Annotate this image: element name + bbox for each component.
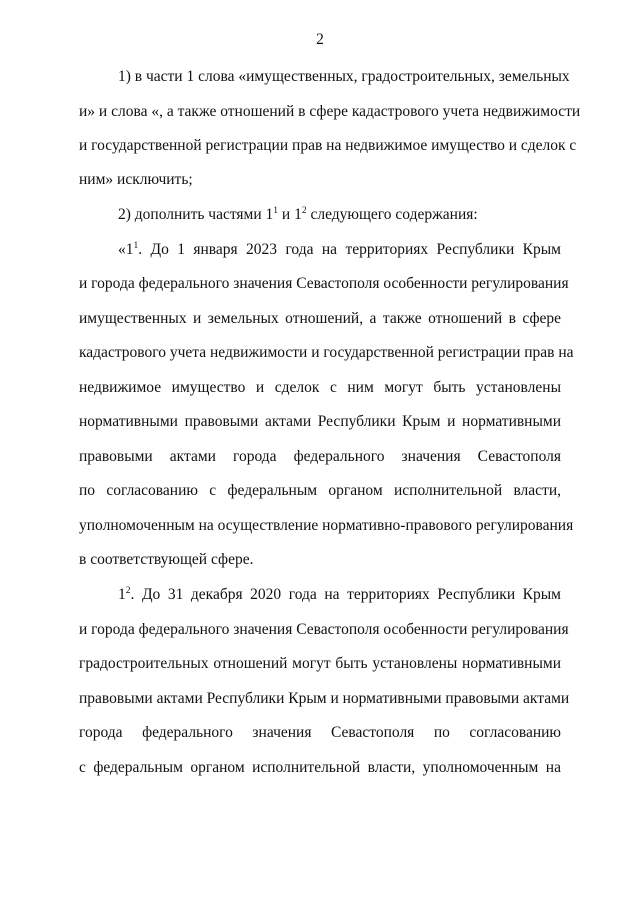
superscript: 2 (125, 585, 131, 596)
superscript: 1 (273, 205, 279, 216)
text-line: уполномоченным на осуществление нормативно-правового регулирования (79, 517, 574, 534)
text-line: и города федерального значения Севастополя особенности регулирования (79, 621, 569, 638)
text-line: и» и слова «, а также отношений в сфере кадастрового учета недвижимости (79, 103, 581, 120)
text-line: города федерального значения Севастополя по согласованию (79, 724, 561, 741)
text-line: 1) в части 1 слова «имущественных, градостроительных, земельных (118, 68, 570, 85)
text-line: кадастрового учета недвижимости и государственной регистрации прав на (79, 344, 574, 361)
text-line: и государственной регистрации прав на недвижимое имущество и сделок с (79, 137, 577, 154)
text-fragment: 2) дополнить частями 1 (118, 206, 274, 223)
text-line: правовыми актами города федерального значения Севастополя (79, 448, 561, 465)
text-line: градостроительных отношений могут быть установлены нормативными (79, 655, 561, 672)
text-line: ним» исключить; (79, 171, 193, 188)
text-fragment: . До 1 января 2023 года на территориях Республики Крым (138, 241, 561, 258)
text-line (118, 240, 561, 260)
text-line: и города федерального значения Севастополя особенности регулирования (79, 275, 569, 292)
text-fragment: «1 (118, 241, 134, 258)
text-line: имущественных и земельных отношений, а также отношений в сфере (79, 310, 561, 327)
text-line: в соответствующей сфере. (79, 551, 254, 568)
text-fragment: и 1 (278, 206, 302, 223)
superscript: 2 (301, 205, 307, 216)
text-line: нормативными правовыми актами Республики Крым и нормативными (79, 413, 561, 430)
text-fragment: 1 (118, 586, 126, 603)
text-line (118, 205, 561, 225)
text-fragment: следующего содержания: (306, 206, 478, 223)
text-line: правовыми актами Республики Крым и нормативными правовыми актами (79, 690, 570, 707)
page-number: 2 (316, 31, 324, 48)
text-line: с федеральным органом исполнительной власти, уполномоченным на (79, 759, 561, 776)
text-line: недвижимое имущество и сделок с ним могут быть установлены (79, 379, 561, 396)
text-fragment: . До 31 декабря 2020 года на территориях Республики Крым (130, 586, 561, 603)
text-line: по согласованию с федеральным органом исполнительной власти, (79, 482, 561, 499)
text-line (118, 585, 561, 605)
superscript: 1 (133, 240, 139, 251)
